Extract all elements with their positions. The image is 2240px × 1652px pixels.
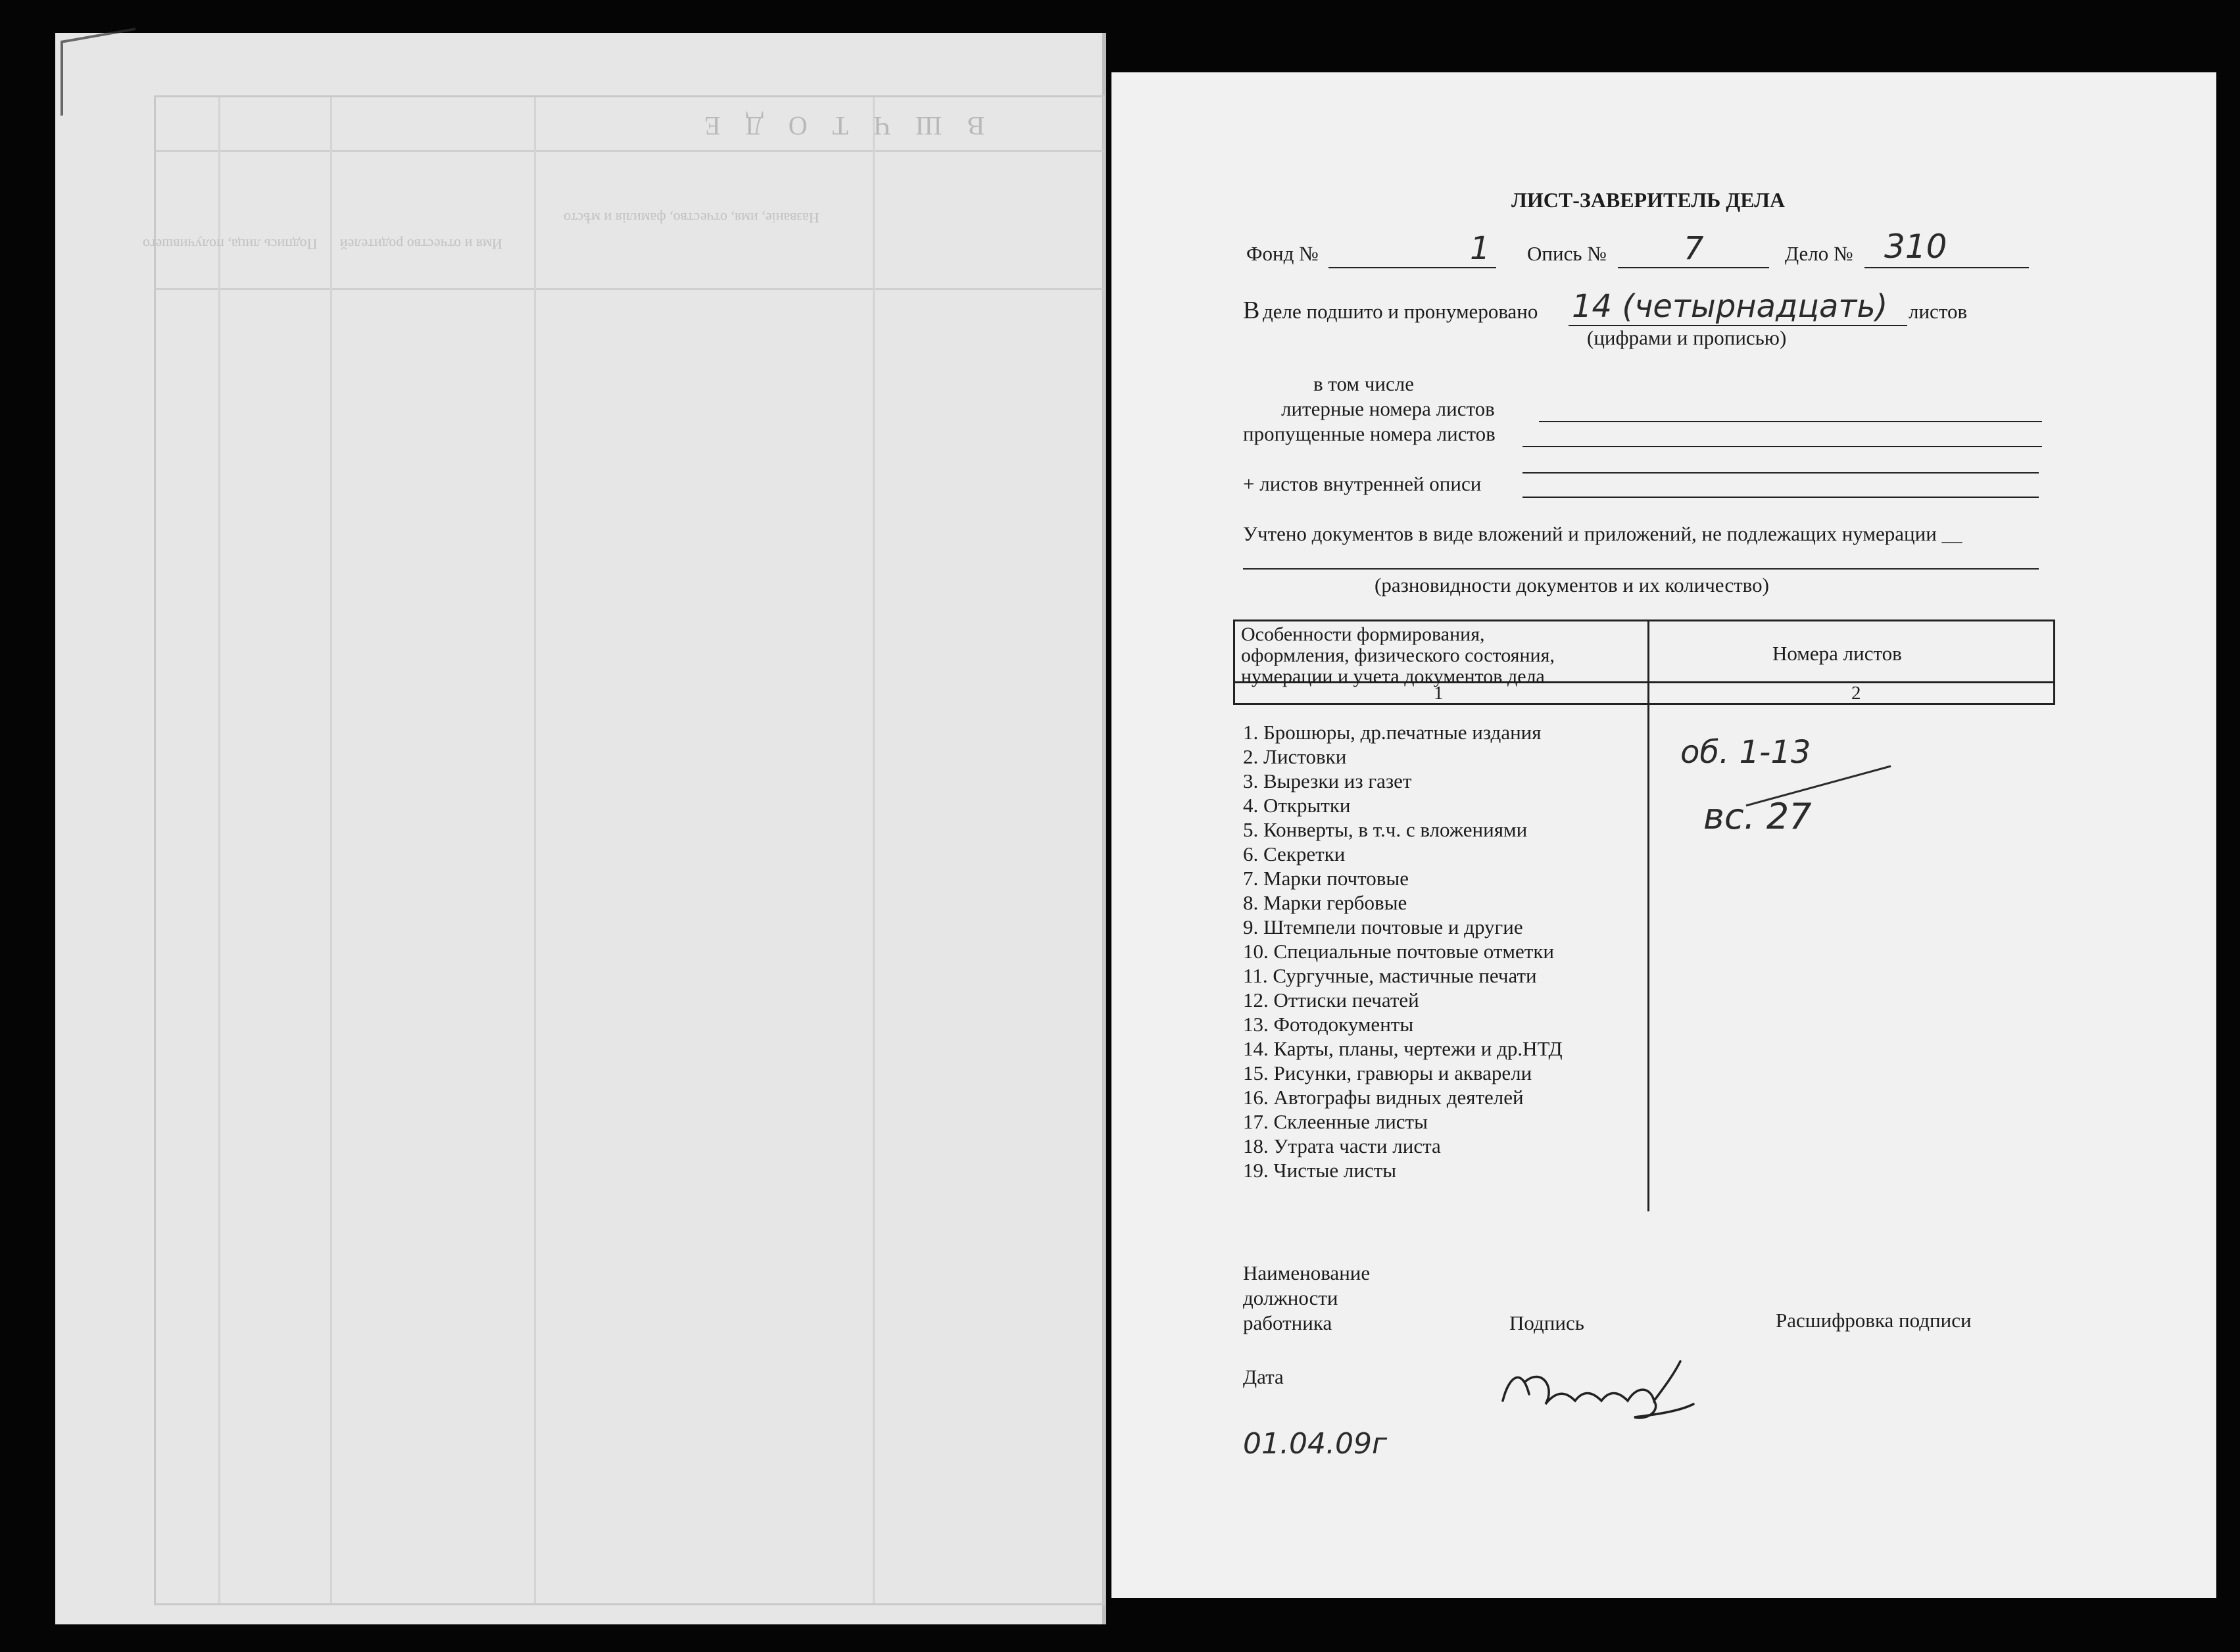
fond-underline bbox=[1328, 267, 1496, 268]
internal-inventory-label: + листов внутренней описи bbox=[1243, 472, 1482, 495]
list-item: 18. Утрата части листа bbox=[1243, 1134, 1441, 1157]
certification-sheet bbox=[1111, 72, 2216, 1598]
list-item: 9. Штемпели почтовые и другие bbox=[1243, 915, 1523, 938]
accounted-docs-label: Учтено документов в виде вложений и приложений, не подлежащих нумерации __ bbox=[1243, 522, 1962, 545]
sheet-title: ЛИСТ-ЗАВЕРИТЕЛЬ ДЕЛА bbox=[1511, 188, 1786, 212]
ledger-column-line bbox=[330, 97, 332, 1603]
delo-value: 310 bbox=[1884, 228, 1947, 266]
date-value: 01.04.09г bbox=[1243, 1427, 1388, 1461]
accounted-docs-line bbox=[1243, 568, 2039, 570]
list-item: 13. Фотодокументы bbox=[1243, 1013, 1414, 1036]
ledger-ghost-heading: В Ш Ч Т О Д Е bbox=[695, 111, 985, 141]
letter-numbers-line bbox=[1539, 421, 2042, 422]
list-item: 11. Сургучные, мастичные печати bbox=[1243, 964, 1537, 987]
missing-numbers-line bbox=[1522, 446, 2042, 447]
col1-header-line2: оформления, физического состояния, bbox=[1241, 644, 1555, 666]
handwritten-sheets-1: об. 1-13 bbox=[1680, 734, 1811, 771]
left-ledger-page bbox=[55, 33, 1106, 1624]
list-item: 7. Марки почтовые bbox=[1243, 867, 1409, 890]
position-label-2: должности bbox=[1243, 1286, 1338, 1309]
list-item: 8. Марки гербовые bbox=[1243, 891, 1407, 914]
ledger-ghost-col1: Названіе, имя, отчество, фамилія и мѣсто bbox=[564, 210, 819, 226]
col2-header: Номера листов bbox=[1772, 642, 1902, 665]
sewn-hint: (цифрами и прописью) bbox=[1587, 326, 1787, 349]
col2-number: 2 bbox=[1851, 683, 1861, 704]
list-item: 1. Брошюры, др.печатные издания bbox=[1243, 721, 1542, 744]
list-item: 16. Автографы видных деятелей bbox=[1243, 1086, 1524, 1109]
date-label: Дата bbox=[1243, 1365, 1284, 1388]
sewn-text: деле подшито и пронумеровано bbox=[1263, 300, 1538, 323]
ledger-frame bbox=[143, 95, 1105, 1605]
list-item: 5. Конверты, в т.ч. с вложениями bbox=[1243, 818, 1528, 841]
opis-label: Опись № bbox=[1527, 242, 1607, 265]
sewn-suffix: листов bbox=[1909, 300, 1968, 323]
ledger-column-line bbox=[873, 97, 875, 1603]
list-item: 17. Склеенные листы bbox=[1243, 1110, 1428, 1133]
list-item: 12. Оттиски печатей bbox=[1243, 988, 1419, 1011]
handwritten-sheets-2: вс. 27 bbox=[1703, 796, 1812, 837]
list-item: 19. Чистые листы bbox=[1243, 1159, 1397, 1182]
ledger-ghost-col3: Подпись лица, получившего bbox=[143, 236, 318, 253]
missing-numbers-line-2 bbox=[1522, 472, 2039, 474]
opis-underline bbox=[1618, 267, 1769, 268]
ledger-header-line bbox=[156, 150, 1103, 152]
list-item: 15. Рисунки, гравюры и акварели bbox=[1243, 1061, 1532, 1084]
col1-header-line1: Особенности формирования, bbox=[1241, 623, 1485, 645]
list-item: 4. Открытки bbox=[1243, 794, 1351, 817]
ledger-column-line bbox=[218, 97, 220, 1603]
position-label-3: работника bbox=[1243, 1311, 1332, 1334]
opis-value: 7 bbox=[1684, 230, 1704, 267]
signature-graphic bbox=[1496, 1348, 1700, 1427]
list-item: 14. Карты, планы, чертежи и др.НТД bbox=[1243, 1037, 1563, 1060]
decoding-label: Расшифровка подписи bbox=[1776, 1309, 1972, 1332]
fond-value: 1 bbox=[1470, 230, 1490, 267]
fond-label: Фонд № bbox=[1246, 242, 1319, 265]
list-item: 2. Листовки bbox=[1243, 745, 1347, 768]
doc-types-hint: (разновидности документов и их количество) bbox=[1375, 573, 1769, 596]
sewn-value: 14 (четырнадцать) bbox=[1572, 288, 1888, 325]
delo-underline bbox=[1864, 267, 2029, 268]
ledger-header-line-2 bbox=[156, 288, 1103, 290]
list-item: 10. Специальные почтовые отметки bbox=[1243, 940, 1554, 963]
signature-label: Подпись bbox=[1509, 1311, 1584, 1334]
position-label-1: Наименование bbox=[1243, 1261, 1371, 1284]
col1-number: 1 bbox=[1434, 683, 1444, 704]
col1-header-line3: нумерации и учета документов дела bbox=[1241, 666, 1545, 687]
corner-stamp-mark bbox=[61, 28, 135, 116]
list-item: 6. Секретки bbox=[1243, 842, 1346, 865]
internal-inventory-line bbox=[1522, 497, 2039, 498]
list-item: 3. Вырезки из газет bbox=[1243, 769, 1412, 792]
including-label: в том числе bbox=[1313, 372, 1414, 395]
letter-numbers-label: литерные номера листов bbox=[1281, 397, 1495, 420]
delo-label: Дело № bbox=[1785, 242, 1853, 265]
sewn-prefix: В bbox=[1243, 297, 1260, 324]
table-column-separator bbox=[1647, 620, 1649, 1211]
missing-numbers-label: пропущенные номера листов bbox=[1243, 422, 1496, 445]
ledger-column-line bbox=[534, 97, 536, 1603]
ledger-ghost-col2: Имя и отчество родителей bbox=[340, 236, 502, 253]
